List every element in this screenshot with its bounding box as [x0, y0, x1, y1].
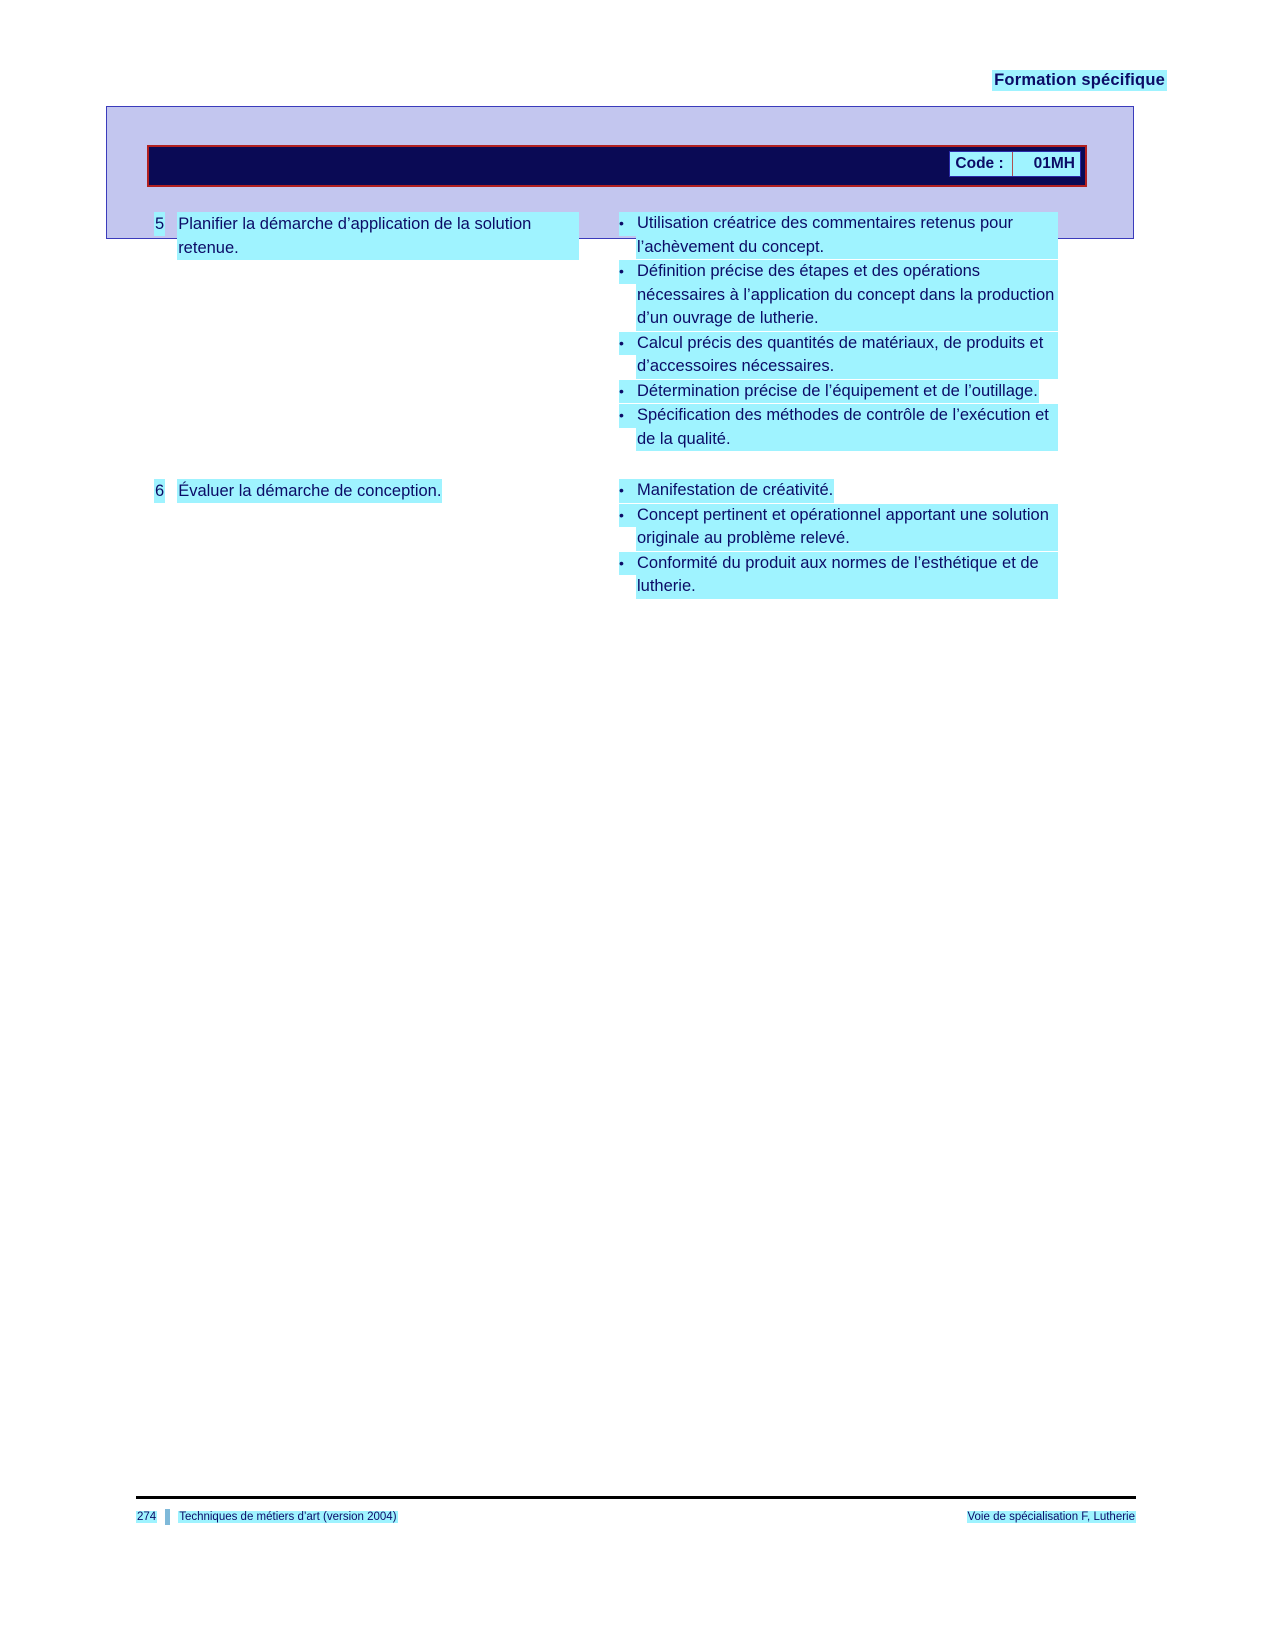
footer-right-text: Voie de spécialisation F, Lutherie [967, 1511, 1135, 1523]
bullet-icon: • [619, 212, 636, 236]
table-row [106, 479, 1134, 600]
bullet-icon: • [619, 260, 636, 284]
page-number: 274 [137, 1511, 157, 1523]
criterion-text: Spécification des méthodes de contrôle de l’exécution et de la qualité. [636, 404, 1058, 451]
criterion-text: Manifestation de créativité. [636, 479, 834, 503]
bullet-icon: • [619, 380, 636, 404]
list-item [619, 552, 1134, 599]
criteria-cell [606, 479, 1134, 600]
bullet-icon: • [619, 504, 636, 528]
objective-text: Planifier la démarche d’application de la solution retenue. [177, 212, 579, 260]
objective-cell [106, 479, 606, 503]
criteria-list [619, 212, 1134, 451]
list-item [619, 404, 1134, 451]
objective-item [154, 479, 606, 503]
code-divider [1012, 152, 1013, 176]
footer-left-text: Techniques de métiers d’art (version 2004) [179, 1511, 397, 1523]
criterion-text: Conformité du produit aux normes de l’esthétique et de lutherie. [636, 552, 1058, 599]
competency-table [106, 212, 1134, 600]
objective-number: 6 [154, 479, 165, 503]
list-item [619, 380, 1134, 404]
list-item [619, 504, 1134, 551]
code-label: Code : [955, 155, 1004, 172]
bullet-icon: • [619, 552, 636, 576]
table-row [106, 212, 1134, 452]
list-item [619, 332, 1134, 379]
footer-divider [136, 1496, 1136, 1499]
criterion-text: Utilisation créatrice des commentaires retenus pour l’achèvement du concept. [636, 212, 1058, 259]
criterion-text: Définition précise des étapes et des opérations nécessaires à l’application du concept dans la production d’un ouvrage de lutherie. [636, 260, 1058, 331]
footer-separator [165, 1509, 170, 1525]
bullet-icon: • [619, 404, 636, 428]
objective-cell [106, 212, 606, 260]
page-footer [136, 1508, 1136, 1526]
objective-item [154, 212, 606, 260]
page-header-label: Formation spécifique [994, 71, 1165, 89]
bullet-icon: • [619, 479, 636, 503]
criterion-text: Détermination précise de l’équipement et de l’outillage. [636, 380, 1039, 404]
bullet-icon: • [619, 332, 636, 356]
criteria-cell [606, 212, 1134, 452]
list-item [619, 479, 1134, 503]
list-item [619, 260, 1134, 331]
code-value: 01MH [1033, 155, 1075, 172]
criterion-text: Concept pertinent et opérationnel apportant une solution originale au problème relevé. [636, 504, 1058, 551]
criterion-text: Calcul précis des quantités de matériaux, de produits et d’accessoires nécessaires. [636, 332, 1058, 379]
competency-banner-inner [147, 145, 1087, 187]
objective-number: 5 [154, 212, 165, 236]
code-box [949, 151, 1081, 177]
list-item [619, 212, 1134, 259]
objective-text: Évaluer la démarche de conception. [177, 479, 442, 503]
criteria-list [619, 479, 1134, 599]
